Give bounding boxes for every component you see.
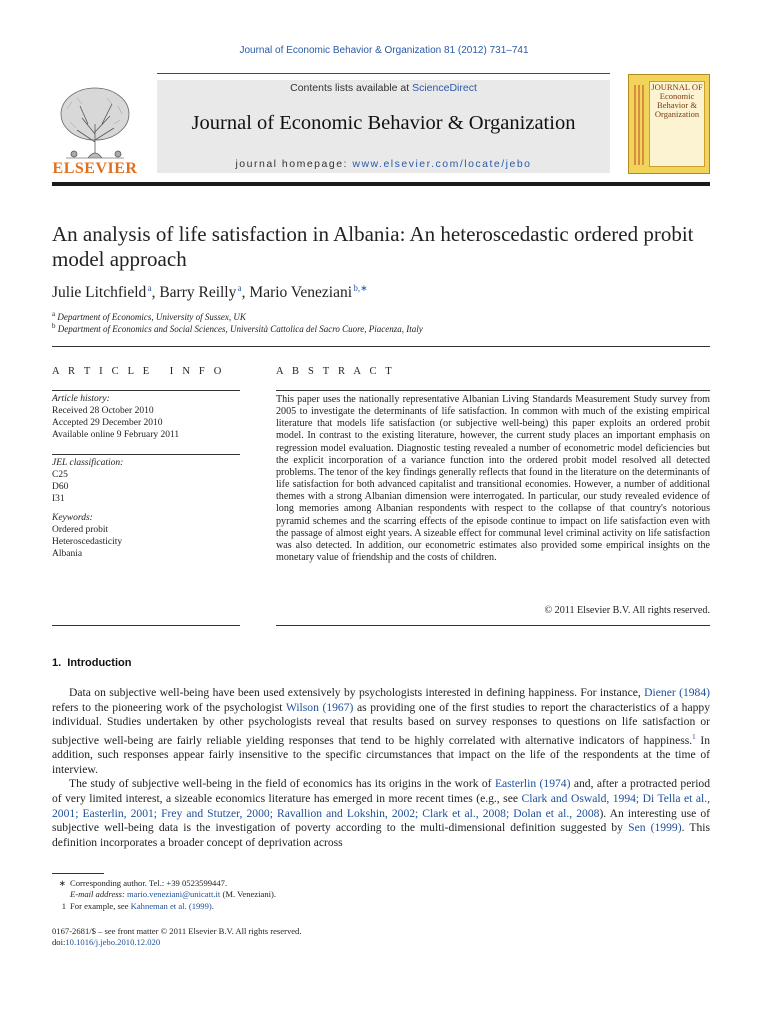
citation-link[interactable]: Diener (1984) [644, 686, 710, 699]
elsevier-wordmark: ELSEVIER [52, 160, 138, 177]
footnote-1 [52, 901, 710, 912]
history-label: Article history: [52, 394, 110, 404]
jel-code: C25 [52, 470, 68, 480]
keywords-label: Keywords: [52, 513, 93, 523]
keyword: Ordered probit [52, 525, 109, 535]
email-link[interactable]: mario.veneziani@unicatt.it [126, 889, 221, 899]
text-run: . This definition incorporates a broader concept of deprivation across [52, 821, 711, 849]
homepage-prefix: journal homepage: [235, 158, 353, 170]
cover-title-line: Organization [654, 109, 700, 119]
keyword: Albania [52, 549, 83, 559]
affiliation-text: Department of Economics, University of Sussex, UK [57, 312, 246, 322]
text-run: refers to the pioneering work of the psychologist [52, 700, 286, 714]
footnote-corresponding-author [52, 878, 710, 889]
cover-title [650, 83, 704, 119]
history-item: Accepted 29 December 2010 [52, 418, 163, 428]
author-name[interactable]: Barry Reilly [159, 284, 237, 302]
email-label: E-mail address: [70, 889, 125, 899]
cover-title-line: Economic [659, 91, 695, 101]
journal-citation[interactable]: Journal of Economic Behavior & Organization 81 (2012) 731–741 [239, 45, 529, 56]
footnote-text: Corresponding author. Tel.: +39 0523599447. [70, 878, 228, 888]
author-affiliation-mark[interactable]: a [237, 283, 242, 293]
text-run: ). An interesting use of subjective well-being data is the investigation of poverty according to the multi-dimensional definition suggested by [52, 806, 710, 835]
text-run: and, after a protracted period of very limited interest, a sizeable economics literature has emerged in more recent times (e.g., see [52, 777, 711, 806]
citation-link[interactable]: Wilson (1967) [285, 700, 354, 714]
keyword: Heteroscedasticity [52, 537, 123, 547]
cover-title-line: Behavior & [657, 100, 697, 110]
abstract-text: This paper uses the nationally representative Albanian Living Standards Measurement Study survey from 2005 to investigate the determinants of life satisfaction. In common with much of the existing empirical literature that models life satisfaction (or subjective well-being) this paper exploits an ordered probit model. In contrast to the existing literature, however, the current study places an important emphasis on regression model evaluation. Diagnostic testing revealed a number of econometric model deficiencies but the explicit incorporation of a variance function into the ordered probit model resolved all detected problems. The tenor of the key findings generally reflects that found in the literature on the determinants of life satisfaction for both advanced capitalist and transitional economies. However, a number of additional themes with a strong Albanian dimension were interrogated. In particular, our study revealed evidence of long memories among Albanian respondents with respect to the collapse of that country's notorious pyramid schemes and the scarring effects of the episode continue to impact on life satisfaction even with the passage of almost eight years. A sizeable effect for communal level criminal activity on life satisfaction was also detected. In addition, our econometric estimates also provided some empirical insights on the monetary value of friendship and the costs of children. [276, 394, 710, 564]
sciencedirect-link[interactable]: ScienceDirect [412, 82, 477, 94]
footnote-email [52, 889, 710, 900]
issn-line: 0167-2681/$ – see front matter © 2011 Elsevier B.V. All rights reserved. [52, 926, 302, 936]
affiliation-mark: a [52, 310, 56, 318]
citation-link[interactable]: Kahneman et al. (1999) [130, 901, 212, 911]
text-run: as providing one of the first studies to report the characteristics of a happy individual. Studies undertaken by other psychologists reveal that results based on survey responses to questions on life satisfaction or subjective well-being are fairly reliable yielding responses that tend to be highly correlated with alternative indicators of happiness. [52, 700, 711, 747]
author-name[interactable]: Julie Litchfield [52, 284, 147, 302]
journal-cover-thumbnail[interactable] [628, 74, 710, 174]
doi-prefix: doi: [52, 937, 66, 947]
history-item: Available online 9 February 2011 [52, 430, 180, 440]
abstract-divider [276, 625, 710, 626]
info-divider [52, 625, 240, 626]
footnote-mark: 1 [61, 901, 66, 911]
citation-link[interactable]: Easterlin (1974) [494, 777, 571, 791]
info-divider [52, 390, 240, 391]
affiliation [52, 322, 712, 334]
footnote-text: . [211, 901, 214, 911]
page-footer [52, 926, 452, 948]
affiliation-mark: b [52, 322, 56, 330]
citation-link[interactable]: Clark and Oswald, 1994; Di Tella et al., 2001; Easterlin, 2001; Frey and Stutzer, 2000; Ravallion and Lokshin, 2002; Clark et al., 2008; Dolan et al., 2008 [52, 792, 711, 820]
jel-classification [52, 457, 240, 505]
citation-link[interactable]: Sen (1999) [628, 821, 682, 835]
doi-link[interactable]: 10.1016/j.jebo.2010.12.020 [65, 937, 161, 947]
author-list: Julie Litchfield $^a$, Barry Reilly $^a$, Mario Veneziani $^{b,∗}$ [52, 283, 368, 302]
text-run: In addition, such responses appear fairly insensitive to the specific circumstances that impact on the life of the respondents at the time of interview. [52, 733, 710, 776]
article-title: An analysis of life satisfaction in Albania: An heteroscedastic ordered probit model approach [52, 222, 694, 271]
journal-homepage-link[interactable]: www.elsevier.com/locate/jebo [352, 158, 532, 170]
footnote-mark: ∗ [58, 878, 66, 888]
affiliation-text: Department of Economics and Social Sciences, Università Cattolica del Sacro Cuore, Piacenza, Italy [57, 324, 423, 334]
footnote-rule [52, 873, 104, 874]
affiliation [52, 310, 712, 322]
cover-title-line: JOURNAL OF [651, 82, 703, 92]
article-info-heading: A R T I C L E I N F O [52, 366, 225, 377]
contents-prefix: Contents lists available at [290, 82, 413, 94]
section-heading-introduction: 1. Introduction [52, 657, 132, 669]
history-item: Received 28 October 2010 [52, 406, 154, 416]
jel-code: I31 [52, 494, 65, 504]
email-suffix: (M. Veneziani). [220, 889, 277, 899]
author-affiliation-mark[interactable]: b,∗ [353, 283, 368, 293]
abstract-divider [276, 390, 710, 391]
journal-title: Journal of Economic Behavior & Organization [191, 112, 576, 134]
cover-stripes-icon [633, 83, 645, 167]
abstract-heading: A B S T R A C T [276, 366, 395, 377]
contents-line [157, 82, 610, 94]
text-run: Data on subjective well-being have been used extensively by psychologists interested in defining happiness. For instance, [69, 686, 645, 699]
header-bottom-rule [52, 182, 710, 186]
author-name[interactable]: Mario Veneziani [249, 284, 353, 302]
section-divider [52, 346, 710, 347]
journal-homepage-line [157, 158, 610, 170]
info-divider [52, 454, 240, 455]
abstract-copyright: © 2011 Elsevier B.V. All rights reserved. [544, 605, 710, 616]
text-run: The study of subjective well-being in the field of economics has its origins in the work of [69, 777, 495, 791]
introduction-body [52, 686, 710, 850]
paragraph [52, 777, 710, 850]
footnote-ref[interactable]: 1 [692, 732, 696, 741]
keywords [52, 512, 240, 560]
footnote-text: For example, see [70, 901, 131, 911]
jel-code: D60 [52, 482, 69, 492]
jel-label: JEL classification: [52, 458, 124, 468]
paragraph [52, 686, 710, 777]
doi-line [52, 937, 452, 948]
header-top-rule [157, 73, 610, 74]
author-affiliation-mark[interactable]: a [147, 283, 152, 293]
article-history [52, 393, 240, 441]
